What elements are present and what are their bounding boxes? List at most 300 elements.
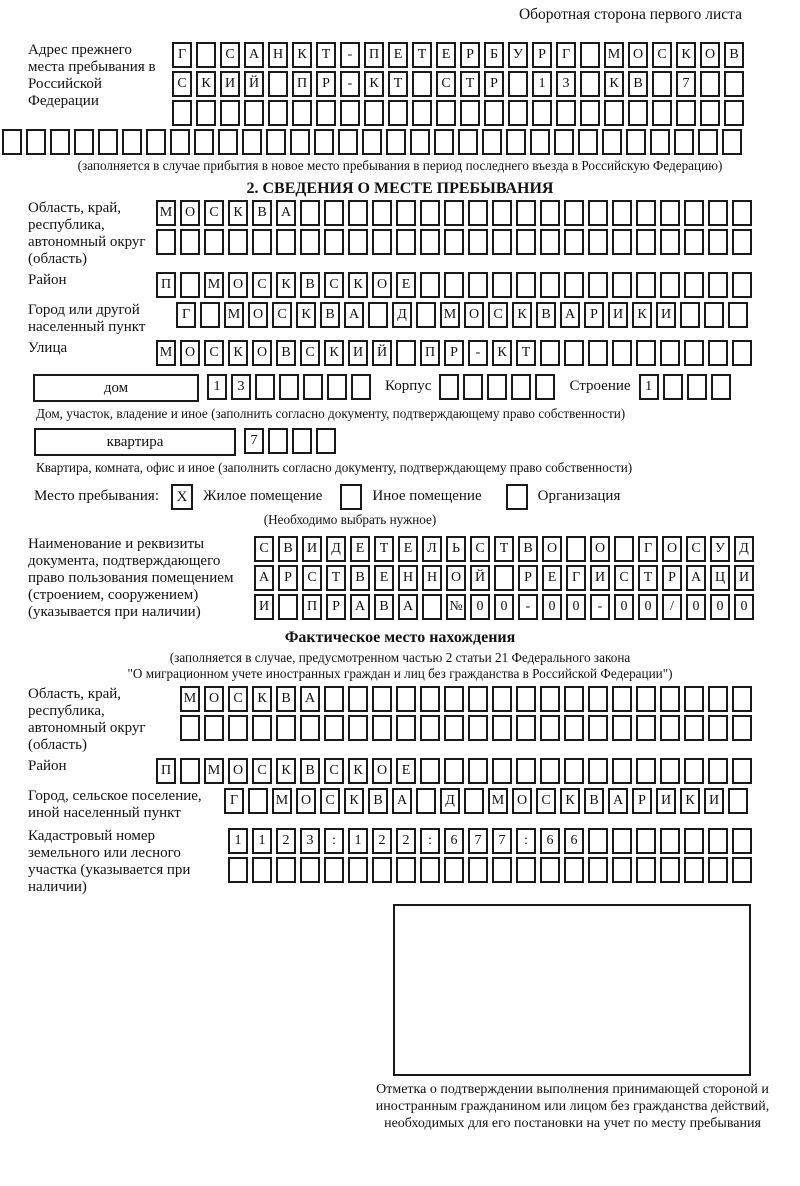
char-cell: Е <box>396 272 416 298</box>
char-cell: К <box>348 758 368 784</box>
char-cell: Н <box>422 565 442 591</box>
char-cell: Р <box>532 42 552 68</box>
form-page <box>0 6 800 1186</box>
char-cell <box>530 129 550 155</box>
char-cell: Й <box>372 340 392 366</box>
char-cell <box>324 715 344 741</box>
char-cell <box>444 200 464 226</box>
char-cell: М <box>488 788 508 814</box>
char-cell: Т <box>516 340 536 366</box>
char-cell <box>180 229 200 255</box>
char-cell: С <box>220 42 240 68</box>
char-cell: К <box>676 42 696 68</box>
char-cell: Г <box>566 565 586 591</box>
char-cell <box>372 229 392 255</box>
char-cell: С <box>204 200 224 226</box>
char-cell <box>540 200 560 226</box>
district-label: Район <box>28 272 67 288</box>
char-cell <box>564 715 584 741</box>
char-cell: О <box>372 758 392 784</box>
char-cell <box>460 100 480 126</box>
char-cell <box>372 686 392 712</box>
char-cell: Е <box>542 565 562 591</box>
char-cell <box>420 857 440 883</box>
apartment-note: Квартира, комната, офис и иное (заполнить согласно документу, подтверждающему право собственности) <box>36 460 633 475</box>
char-cell <box>422 594 442 620</box>
char-cell <box>300 715 320 741</box>
char-cell: К <box>492 340 512 366</box>
char-cell <box>516 758 536 784</box>
char-cell <box>368 302 388 328</box>
char-cell <box>580 100 600 126</box>
char-cell <box>396 686 416 712</box>
char-cell <box>196 100 216 126</box>
char-cell: 0 <box>710 594 730 620</box>
actual-location-note-1: (заполняется в случае, предусмотренном частью 2 статьи 21 Федерального закона <box>169 650 631 665</box>
char-cell: А <box>276 200 296 226</box>
char-cell: О <box>372 272 392 298</box>
char-cell <box>276 857 296 883</box>
char-cell <box>636 758 656 784</box>
char-cell <box>636 828 656 854</box>
char-cell: О <box>248 302 268 328</box>
char-cell <box>468 229 488 255</box>
char-cell <box>324 686 344 712</box>
char-cell: Р <box>518 565 538 591</box>
char-cell: 6 <box>540 828 560 854</box>
char-cell: К <box>680 788 700 814</box>
char-cell: - <box>468 340 488 366</box>
char-cell <box>316 428 336 454</box>
char-cell: И <box>608 302 628 328</box>
char-cell: В <box>628 71 648 97</box>
char-cell <box>316 100 336 126</box>
char-cell <box>660 340 680 366</box>
char-cell: Т <box>638 565 658 591</box>
char-cell: 0 <box>542 594 562 620</box>
char-cell <box>532 100 552 126</box>
char-cell <box>468 686 488 712</box>
char-cell: У <box>508 42 528 68</box>
char-cell: А <box>686 565 706 591</box>
char-cell: М <box>604 42 624 68</box>
char-cell: Р <box>316 71 336 97</box>
char-cell <box>564 200 584 226</box>
char-cell <box>508 100 528 126</box>
char-cell: А <box>244 42 264 68</box>
char-cell: И <box>656 788 676 814</box>
char-cell <box>564 229 584 255</box>
char-cell <box>180 758 200 784</box>
region-line-1 <box>156 200 752 226</box>
char-cell <box>554 129 574 155</box>
char-cell <box>396 715 416 741</box>
char-cell: М <box>440 302 460 328</box>
char-cell <box>614 536 634 562</box>
char-cell: В <box>252 200 272 226</box>
char-cell <box>228 857 248 883</box>
char-cell <box>492 200 512 226</box>
stay-type-note: (Необходимо выбрать нужное) <box>263 512 437 527</box>
char-cell <box>580 42 600 68</box>
char-cell: Г <box>224 788 244 814</box>
char-cell <box>636 200 656 226</box>
char-cell <box>516 857 536 883</box>
char-cell: О <box>180 200 200 226</box>
char-cell: В <box>518 536 538 562</box>
char-cell <box>439 374 459 400</box>
char-cell <box>252 715 272 741</box>
char-cell: - <box>340 71 360 97</box>
page-side-note: Оборотная сторона первого листа <box>518 6 742 23</box>
char-cell <box>636 229 656 255</box>
char-cell <box>252 857 272 883</box>
prev-address-label: Адрес прежнего места пребывания в Российской Федерации <box>28 42 156 109</box>
char-cell: Е <box>436 42 456 68</box>
city-label: Город или другой населенный пункт <box>28 302 146 335</box>
char-cell <box>612 857 632 883</box>
char-cell <box>684 828 704 854</box>
char-cell <box>506 129 526 155</box>
char-cell <box>146 129 166 155</box>
char-cell <box>732 857 752 883</box>
char-cell <box>196 42 216 68</box>
char-cell <box>708 200 728 226</box>
prev-address-line-4 <box>2 129 800 155</box>
char-cell: М <box>224 302 244 328</box>
prev-address-note: (заполняется в случае прибытия в новое место пребывания в период последнего въезда в Российскую Федерацию) <box>77 158 723 173</box>
actual-region-cell-rows <box>180 686 752 741</box>
char-cell: К <box>228 340 248 366</box>
char-cell: С <box>254 536 274 562</box>
char-cell <box>386 129 406 155</box>
region-line-2 <box>156 229 752 255</box>
char-cell <box>324 229 344 255</box>
char-cell <box>252 229 272 255</box>
char-cell <box>300 200 320 226</box>
char-cell <box>255 374 275 400</box>
char-cell: Д <box>440 788 460 814</box>
char-cell <box>220 100 240 126</box>
char-cell: В <box>300 758 320 784</box>
char-cell: П <box>302 594 322 620</box>
char-cell: 1 <box>228 828 248 854</box>
ownership-doc-row <box>0 536 800 621</box>
prev-address-cell-rows <box>172 42 744 126</box>
char-cell: О <box>446 565 466 591</box>
char-cell: А <box>392 788 412 814</box>
char-cell <box>50 129 70 155</box>
char-cell: К <box>292 42 312 68</box>
char-cell <box>628 100 648 126</box>
residential-label: Жилое помещение <box>203 488 323 504</box>
char-cell: Р <box>632 788 652 814</box>
char-cell <box>612 715 632 741</box>
char-cell <box>492 857 512 883</box>
char-cell <box>248 788 268 814</box>
char-cell <box>540 686 560 712</box>
char-cell <box>612 758 632 784</box>
char-cell: Р <box>484 71 504 97</box>
char-cell: О <box>464 302 484 328</box>
char-cell: Т <box>326 565 346 591</box>
char-cell: М <box>156 340 176 366</box>
char-cell <box>708 857 728 883</box>
actual-district-row <box>0 758 800 784</box>
char-cell <box>684 715 704 741</box>
char-cell: И <box>590 565 610 591</box>
char-cell: Л <box>422 536 442 562</box>
char-cell: К <box>512 302 532 328</box>
char-cell <box>728 788 748 814</box>
char-cell <box>728 302 748 328</box>
char-cell: 1 <box>252 828 272 854</box>
char-cell: Р <box>444 340 464 366</box>
char-cell: С <box>488 302 508 328</box>
char-cell <box>708 686 728 712</box>
char-cell: К <box>632 302 652 328</box>
char-cell <box>464 788 484 814</box>
char-cell <box>180 272 200 298</box>
char-cell <box>268 100 288 126</box>
char-cell <box>708 340 728 366</box>
char-cell: 7 <box>676 71 696 97</box>
char-cell: 7 <box>244 428 264 454</box>
house-note: Дом, участок, владение и иное (заполнить согласно документу, подтверждающему право собственности) <box>36 406 626 421</box>
char-cell <box>708 715 728 741</box>
char-cell: К <box>604 71 624 97</box>
char-cell <box>244 100 264 126</box>
city-row <box>0 302 800 336</box>
char-cell: В <box>276 686 296 712</box>
char-cell <box>200 302 220 328</box>
char-cell: 0 <box>686 594 706 620</box>
char-cell: К <box>296 302 316 328</box>
char-cell <box>444 686 464 712</box>
char-cell: С <box>302 565 322 591</box>
char-cell: В <box>584 788 604 814</box>
ownership-doc-line-2 <box>254 565 754 591</box>
char-cell <box>636 715 656 741</box>
char-cell: С <box>172 71 192 97</box>
char-cell <box>732 200 752 226</box>
char-cell: С <box>652 42 672 68</box>
char-cell <box>494 565 514 591</box>
ownership-doc-cell-rows <box>254 536 754 620</box>
region-cell-rows <box>156 200 752 255</box>
char-cell <box>564 340 584 366</box>
char-cell <box>674 129 694 155</box>
char-cell <box>636 857 656 883</box>
char-cell <box>492 715 512 741</box>
actual-location-note-2: "О миграционном учете иностранных граждан и лиц без гражданства в Российской Федерации") <box>127 666 673 681</box>
char-cell: : <box>516 828 536 854</box>
actual-region-line-1 <box>180 686 752 712</box>
char-cell: Р <box>584 302 604 328</box>
char-cell <box>660 272 680 298</box>
char-cell <box>636 340 656 366</box>
char-cell <box>156 229 176 255</box>
char-cell <box>684 200 704 226</box>
char-cell <box>516 686 536 712</box>
char-cell <box>468 272 488 298</box>
char-cell: М <box>156 200 176 226</box>
char-cell: : <box>420 828 440 854</box>
char-cell <box>588 758 608 784</box>
actual-city-cells <box>224 788 748 814</box>
char-cell <box>364 100 384 126</box>
char-cell <box>416 788 436 814</box>
actual-district-label: Район <box>28 758 67 774</box>
char-cell: 1 <box>532 71 552 97</box>
char-cell: Ц <box>710 565 730 591</box>
char-cell: В <box>374 594 394 620</box>
actual-city-row <box>0 788 800 822</box>
char-cell <box>482 129 502 155</box>
char-cell: Р <box>278 565 298 591</box>
char-cell <box>540 340 560 366</box>
street-row <box>0 340 800 366</box>
char-cell: П <box>292 71 312 97</box>
actual-district-cells <box>156 758 752 784</box>
char-cell <box>636 686 656 712</box>
char-cell: Б <box>484 42 504 68</box>
char-cell: А <box>560 302 580 328</box>
char-cell <box>652 71 672 97</box>
char-cell <box>327 374 347 400</box>
char-cell <box>732 828 752 854</box>
char-cell <box>416 302 436 328</box>
char-cell <box>660 857 680 883</box>
char-cell: А <box>300 686 320 712</box>
char-cell <box>684 686 704 712</box>
char-cell <box>74 129 94 155</box>
char-cell: № <box>446 594 466 620</box>
apartment-field-label-box: квартира <box>34 428 236 456</box>
char-cell <box>564 857 584 883</box>
char-cell <box>711 374 731 400</box>
char-cell: Р <box>662 565 682 591</box>
char-cell: О <box>228 758 248 784</box>
char-cell: Г <box>556 42 576 68</box>
char-cell: В <box>300 272 320 298</box>
char-cell <box>684 340 704 366</box>
char-cell: С <box>320 788 340 814</box>
char-cell: Е <box>396 758 416 784</box>
char-cell: Е <box>388 42 408 68</box>
char-cell: 2 <box>396 828 416 854</box>
char-cell: С <box>300 340 320 366</box>
organization-label: Организация <box>537 488 621 504</box>
char-cell: 7 <box>468 828 488 854</box>
char-cell <box>300 857 320 883</box>
char-cell: П <box>156 758 176 784</box>
char-cell <box>604 100 624 126</box>
district-row <box>0 272 800 298</box>
char-cell: С <box>252 272 272 298</box>
char-cell <box>516 272 536 298</box>
char-cell <box>580 71 600 97</box>
char-cell: О <box>296 788 316 814</box>
char-cell: Т <box>374 536 394 562</box>
char-cell <box>204 229 224 255</box>
char-cell <box>420 758 440 784</box>
region-row <box>0 200 800 268</box>
char-cell: Н <box>398 565 418 591</box>
char-cell <box>444 715 464 741</box>
char-cell: М <box>180 686 200 712</box>
char-cell: О <box>180 340 200 366</box>
char-cell: В <box>350 565 370 591</box>
char-cell <box>588 715 608 741</box>
cadastral-cell-rows <box>228 828 752 883</box>
char-cell: К <box>348 272 368 298</box>
char-cell: К <box>276 272 296 298</box>
char-cell: Д <box>734 536 754 562</box>
char-cell: - <box>518 594 538 620</box>
cadastral-row <box>0 828 800 896</box>
char-cell <box>680 302 700 328</box>
district-cells <box>156 272 752 298</box>
char-cell <box>276 715 296 741</box>
char-cell: В <box>368 788 388 814</box>
char-cell: Н <box>268 42 288 68</box>
char-cell: А <box>608 788 628 814</box>
char-cell: А <box>254 565 274 591</box>
apartment-number-cells <box>244 428 336 454</box>
char-cell <box>626 129 646 155</box>
char-cell <box>660 200 680 226</box>
house-field-label-box: дом <box>33 374 199 402</box>
stay-type-label: Место пребывания: <box>34 488 159 504</box>
char-cell: 1 <box>207 374 227 400</box>
char-cell <box>684 857 704 883</box>
house-row <box>0 374 800 402</box>
prev-address-row <box>0 42 800 126</box>
char-cell <box>420 686 440 712</box>
char-cell <box>612 686 632 712</box>
char-cell <box>732 686 752 712</box>
char-cell <box>228 229 248 255</box>
char-cell <box>566 536 586 562</box>
char-cell <box>612 828 632 854</box>
char-cell: О <box>252 340 272 366</box>
char-cell: С <box>324 758 344 784</box>
char-cell <box>412 100 432 126</box>
char-cell <box>410 129 430 155</box>
ownership-doc-line-3 <box>254 594 754 620</box>
actual-region-row <box>0 686 800 754</box>
char-cell <box>338 129 358 155</box>
char-cell: А <box>398 594 418 620</box>
char-cell <box>300 229 320 255</box>
char-cell <box>444 229 464 255</box>
char-cell: 7 <box>492 828 512 854</box>
char-cell <box>420 715 440 741</box>
char-cell <box>276 229 296 255</box>
actual-location-title: Фактическое место нахождения <box>284 629 516 646</box>
char-cell <box>420 200 440 226</box>
char-cell <box>172 100 192 126</box>
char-cell: Р <box>326 594 346 620</box>
char-cell <box>420 272 440 298</box>
char-cell: М <box>272 788 292 814</box>
street-cells <box>156 340 752 366</box>
char-cell: О <box>662 536 682 562</box>
char-cell <box>540 715 560 741</box>
actual-region-line-2 <box>180 715 752 741</box>
char-cell <box>468 758 488 784</box>
